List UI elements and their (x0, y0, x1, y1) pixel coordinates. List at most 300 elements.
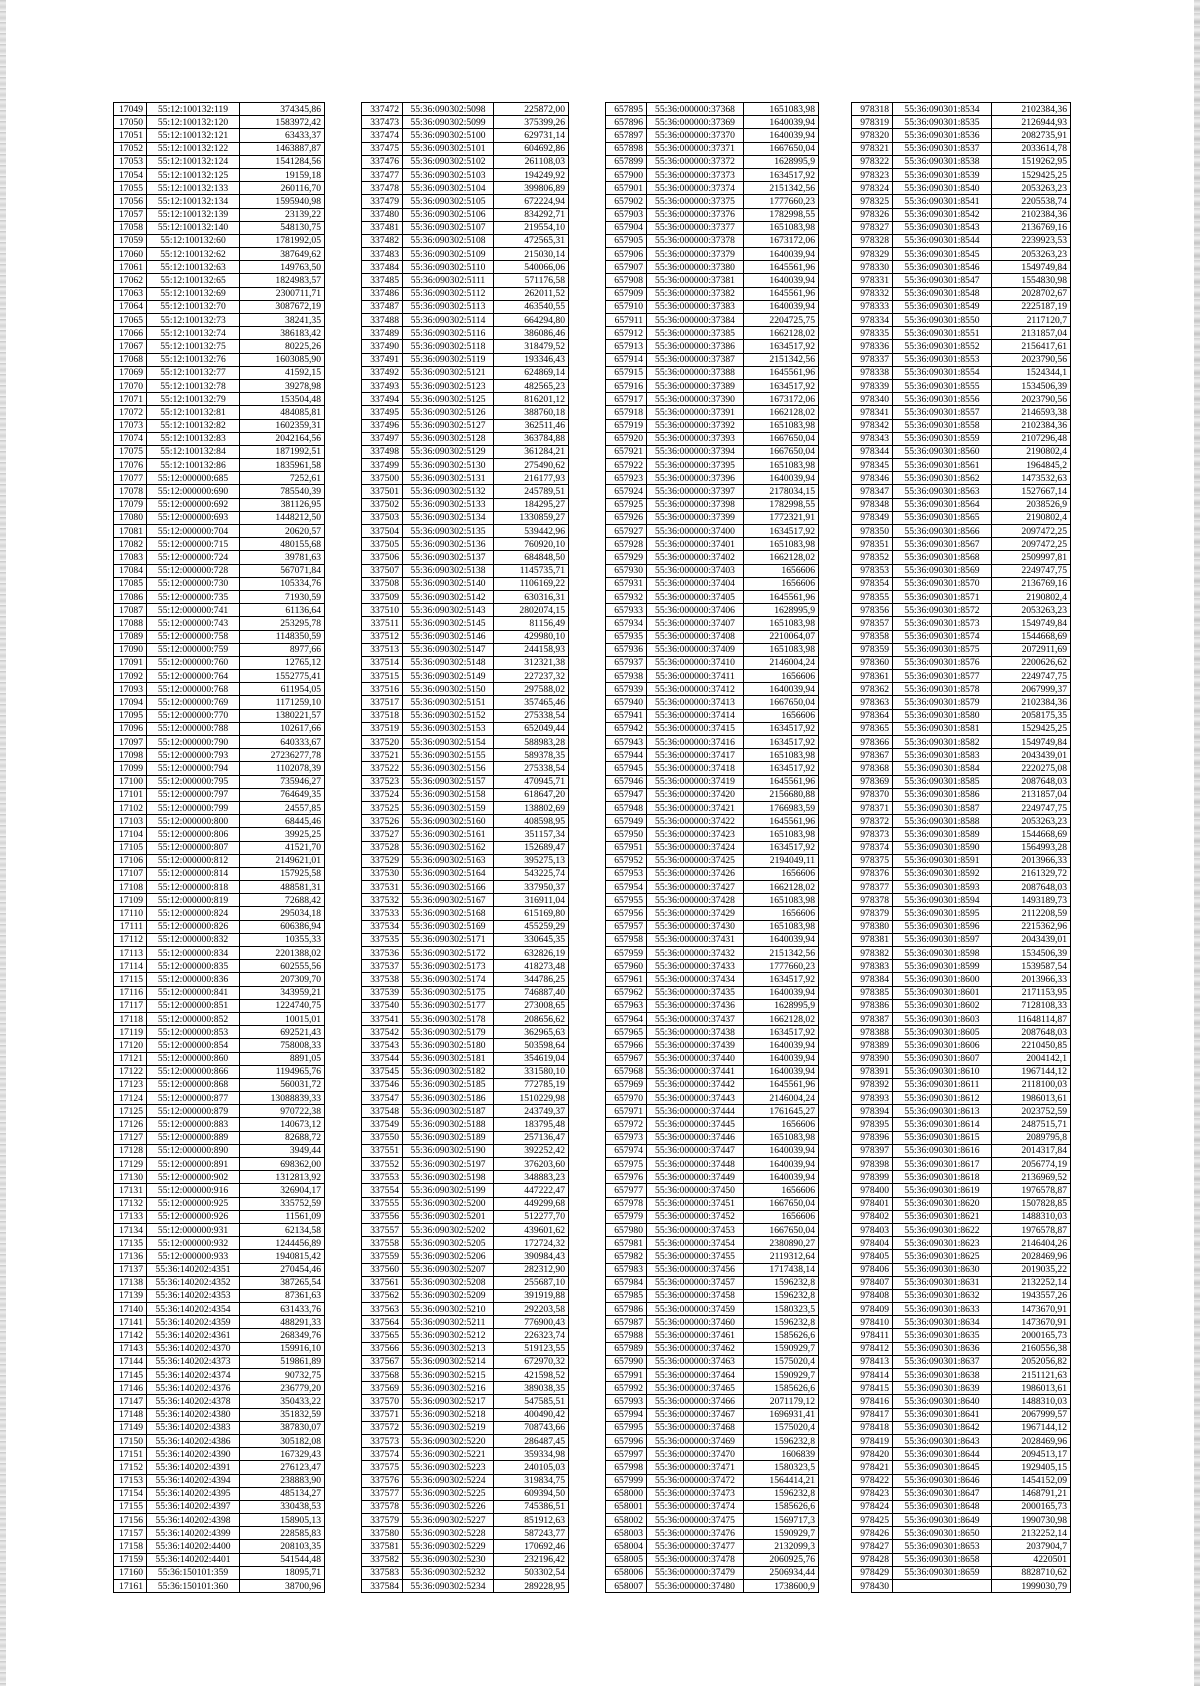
table-row (606, 1395, 819, 1408)
row-number-cell: 657924 (606, 485, 647, 498)
table-row (362, 828, 569, 841)
value-cell: 1634517,92 (744, 379, 819, 392)
table-row (852, 683, 1071, 696)
cadastral-number-cell: 55:36:090301:8597 (893, 933, 992, 946)
row-number-cell: 657914 (606, 353, 647, 366)
table-row (362, 617, 569, 630)
row-number-cell: 17151 (114, 1448, 147, 1461)
value-cell: 1667650,04 (744, 445, 819, 458)
cadastral-number-cell: 55:36:000000:37373 (647, 168, 744, 181)
row-number-cell: 17147 (114, 1395, 147, 1408)
cadastral-number-cell: 55:12:000000:836 (147, 973, 240, 986)
cadastral-number-cell: 55:36:090301:8615 (893, 1131, 992, 1144)
row-number-cell: 657946 (606, 775, 647, 788)
value-cell: 571176,58 (494, 274, 569, 287)
cadastral-number-cell: 55:36:090302:5162 (403, 841, 494, 854)
table-row (852, 538, 1071, 551)
table-row (852, 1540, 1071, 1553)
row-number-cell: 978376 (852, 867, 893, 880)
value-cell: 2087648,03 (992, 1026, 1071, 1039)
cadastral-number-cell: 55:36:090301:8573 (893, 617, 992, 630)
value-cell: 2102384,36 (992, 419, 1071, 432)
cadastral-number-cell: 55:12:100132:133 (147, 182, 240, 195)
row-number-cell: 978400 (852, 1184, 893, 1197)
cadastral-number-cell: 55:36:090301:8611 (893, 1078, 992, 1091)
row-number-cell: 17078 (114, 485, 147, 498)
value-cell: 1544668,69 (992, 828, 1071, 841)
value-cell: 539442,96 (494, 525, 569, 538)
value-cell: 2487515,71 (992, 1118, 1071, 1131)
cadastral-number-cell: 55:36:000000:37372 (647, 155, 744, 168)
table-row (362, 1369, 569, 1382)
table-row (606, 841, 819, 854)
table-row (852, 353, 1071, 366)
value-cell: 760920,10 (494, 538, 569, 551)
row-number-cell: 657899 (606, 155, 647, 168)
table-row (852, 1580, 1071, 1593)
row-number-cell: 337548 (362, 1105, 403, 1118)
table-row (606, 208, 819, 221)
row-number-cell: 978365 (852, 722, 893, 735)
value-cell: 1564993,28 (992, 841, 1071, 854)
table-row (606, 432, 819, 445)
table-row (606, 1118, 819, 1131)
value-cell: 387830,07 (240, 1421, 325, 1434)
cadastral-number-cell: 55:36:000000:37402 (647, 551, 744, 564)
table-row (852, 366, 1071, 379)
table-row (606, 1329, 819, 1342)
row-number-cell: 337512 (362, 630, 403, 643)
table-row (852, 1197, 1071, 1210)
value-cell: 1575020,4 (744, 1355, 819, 1368)
table-row (606, 590, 819, 603)
cadastral-number-cell: 55:36:090301:8585 (893, 775, 992, 788)
table-row (114, 656, 325, 669)
value-cell: 2094513,17 (992, 1448, 1071, 1461)
row-number-cell: 657972 (606, 1118, 647, 1131)
row-number-cell: 337537 (362, 960, 403, 973)
cadastral-number-cell: 55:36:000000:37466 (647, 1395, 744, 1408)
value-cell: 362511,46 (494, 419, 569, 432)
value-cell: 480155,68 (240, 538, 325, 551)
cadastral-number-cell: 55:36:090302:5130 (403, 459, 494, 472)
row-number-cell: 17136 (114, 1250, 147, 1263)
cadastral-number-cell: 55:36:000000:37447 (647, 1144, 744, 1157)
cadastral-number-cell: 55:12:000000:925 (147, 1197, 240, 1210)
row-number-cell: 337521 (362, 749, 403, 762)
cadastral-number-cell: 55:36:090302:5126 (403, 406, 494, 419)
value-cell: 2171153,95 (992, 986, 1071, 999)
value-cell: 149763,50 (240, 261, 325, 274)
table-row (362, 1171, 569, 1184)
cadastral-number-cell: 55:36:090302:5158 (403, 788, 494, 801)
table-row (852, 1250, 1071, 1263)
row-number-cell: 657938 (606, 670, 647, 683)
cadastral-number-cell: 55:36:090302:5134 (403, 511, 494, 524)
value-cell: 275338,54 (494, 762, 569, 775)
cadastral-number-cell: 55:36:090302:5214 (403, 1355, 494, 1368)
row-number-cell: 337492 (362, 366, 403, 379)
table-row (852, 116, 1071, 129)
cadastral-number-cell: 55:12:100132:78 (147, 379, 240, 392)
cadastral-number-cell: 55:12:100132:74 (147, 327, 240, 340)
table-row (114, 1382, 325, 1395)
cadastral-number-cell: 55:36:140202:4361 (147, 1329, 240, 1342)
table-row (362, 999, 569, 1012)
row-number-cell: 978322 (852, 155, 893, 168)
value-cell: 253295,78 (240, 617, 325, 630)
row-number-cell: 337531 (362, 881, 403, 894)
row-number-cell: 17116 (114, 986, 147, 999)
row-number-cell: 657911 (606, 314, 647, 327)
row-number-cell: 337528 (362, 841, 403, 854)
row-number-cell: 337473 (362, 116, 403, 129)
value-cell: 2028469,96 (992, 1250, 1071, 1263)
table-row (114, 129, 325, 142)
table-row (362, 1223, 569, 1236)
row-number-cell: 658002 (606, 1514, 647, 1527)
value-cell: 2000165,73 (992, 1500, 1071, 1513)
value-cell: 2149621,01 (240, 854, 325, 867)
value-cell: 1473670,91 (992, 1316, 1071, 1329)
cadastral-number-cell: 55:36:000000:37412 (647, 683, 744, 696)
table-row (362, 973, 569, 986)
row-number-cell: 337579 (362, 1514, 403, 1527)
cadastral-number-cell: 55:12:000000:931 (147, 1223, 240, 1236)
value-cell: 2102384,36 (992, 696, 1071, 709)
row-number-cell: 337520 (362, 736, 403, 749)
value-cell: 2071179,12 (744, 1395, 819, 1408)
row-number-cell: 337542 (362, 1026, 403, 1039)
row-number-cell: 17101 (114, 788, 147, 801)
value-cell: 1777660,23 (744, 960, 819, 973)
table-row (114, 551, 325, 564)
cadastral-number-cell: 55:12:000000:769 (147, 696, 240, 709)
value-cell: 1312813,92 (240, 1171, 325, 1184)
value-cell: 588983,28 (494, 736, 569, 749)
value-cell: 2210450,85 (992, 1039, 1071, 1052)
row-number-cell: 978371 (852, 801, 893, 814)
row-number-cell: 17088 (114, 617, 147, 630)
row-number-cell: 17114 (114, 960, 147, 973)
value-cell: 1929405,15 (992, 1461, 1071, 1474)
cadastral-number-cell: 55:36:090302:5201 (403, 1210, 494, 1223)
row-number-cell: 657996 (606, 1434, 647, 1447)
value-cell: 245789,51 (494, 485, 569, 498)
cadastral-number-cell: 55:36:090301:8565 (893, 511, 992, 524)
cadastral-number-cell: 55:36:090301:8618 (893, 1171, 992, 1184)
value-cell: 2146004,24 (744, 656, 819, 669)
cadastral-number-cell: 55:12:000000:768 (147, 683, 240, 696)
cadastral-number-cell: 55:36:000000:37478 (647, 1553, 744, 1566)
table-row (606, 894, 819, 907)
table-row (606, 168, 819, 181)
row-number-cell: 17076 (114, 459, 147, 472)
value-cell: 68445,46 (240, 815, 325, 828)
table-row (852, 551, 1071, 564)
cadastral-number-cell: 55:36:090302:5186 (403, 1092, 494, 1105)
row-number-cell: 657921 (606, 445, 647, 458)
cadastral-number-cell: 55:36:090302:5099 (403, 116, 494, 129)
table-row (114, 300, 325, 313)
value-cell: 2151342,56 (744, 353, 819, 366)
cadastral-number-cell: 55:12:000000:902 (147, 1171, 240, 1184)
table-row (114, 208, 325, 221)
table-row (852, 155, 1071, 168)
value-cell: 2132099,3 (744, 1540, 819, 1553)
row-number-cell: 978379 (852, 907, 893, 920)
cadastral-number-cell: 55:36:000000:37462 (647, 1342, 744, 1355)
table-row (362, 1012, 569, 1025)
table-row (114, 801, 325, 814)
row-number-cell: 978318 (852, 103, 893, 116)
cadastral-number-cell: 55:12:000000:760 (147, 656, 240, 669)
table-row (362, 472, 569, 485)
value-cell: 1656606 (744, 1118, 819, 1131)
value-cell: 330438,53 (240, 1500, 325, 1513)
cadastral-number-cell: 55:36:090301:8641 (893, 1408, 992, 1421)
row-number-cell: 17059 (114, 234, 147, 247)
table-row (114, 314, 325, 327)
row-number-cell: 657980 (606, 1223, 647, 1236)
cadastral-number-cell: 55:36:090301:8649 (893, 1514, 992, 1527)
value-cell: 2210064,07 (744, 630, 819, 643)
cadastral-number-cell: 55:36:090301:8549 (893, 300, 992, 313)
table-row (362, 881, 569, 894)
table-row (114, 709, 325, 722)
cadastral-number-cell: 55:36:090302:5128 (403, 432, 494, 445)
row-number-cell: 657904 (606, 221, 647, 234)
cadastral-number-cell: 55:36:090301:8591 (893, 854, 992, 867)
value-cell: 1766983,59 (744, 801, 819, 814)
table-row (114, 393, 325, 406)
value-cell: 359334,98 (494, 1448, 569, 1461)
table-row (606, 300, 819, 313)
cadastral-number-cell: 55:36:000000:37433 (647, 960, 744, 973)
value-cell: 7252,61 (240, 472, 325, 485)
value-cell: 1640039,94 (744, 274, 819, 287)
cadastral-number-cell: 55:12:000000:685 (147, 472, 240, 485)
row-number-cell: 337584 (362, 1580, 403, 1593)
cadastral-number-cell: 55:36:140202:4354 (147, 1303, 240, 1316)
row-number-cell: 337525 (362, 801, 403, 814)
value-cell: 1634517,92 (744, 168, 819, 181)
row-number-cell: 657966 (606, 1039, 647, 1052)
table-row (114, 432, 325, 445)
value-cell: 81156,49 (494, 617, 569, 630)
table-row (606, 1382, 819, 1395)
cadastral-number-cell: 55:36:090301:8653 (893, 1540, 992, 1553)
cadastral-number-cell: 55:36:000000:37384 (647, 314, 744, 327)
table-row (114, 736, 325, 749)
cadastral-number-cell: 55:12:000000:788 (147, 722, 240, 735)
value-cell: 255687,10 (494, 1276, 569, 1289)
table-row (114, 1329, 325, 1342)
row-number-cell: 17092 (114, 670, 147, 683)
table-row (114, 1131, 325, 1144)
cadastral-number-cell: 55:12:000000:916 (147, 1184, 240, 1197)
value-cell: 343959,21 (240, 986, 325, 999)
value-cell: 1330859,27 (494, 511, 569, 524)
row-number-cell: 657953 (606, 867, 647, 880)
value-cell: 2058175,35 (992, 709, 1071, 722)
row-number-cell: 17063 (114, 287, 147, 300)
value-cell: 816201,12 (494, 393, 569, 406)
table-row (852, 894, 1071, 907)
row-number-cell: 337577 (362, 1487, 403, 1500)
value-cell: 1549749,84 (992, 261, 1071, 274)
table-row (362, 1184, 569, 1197)
table-row (852, 1184, 1071, 1197)
value-cell: 541544,48 (240, 1553, 325, 1566)
row-number-cell: 337541 (362, 1012, 403, 1025)
cadastral-number-cell: 55:36:000000:37417 (647, 749, 744, 762)
value-cell: 1640039,94 (744, 933, 819, 946)
cadastral-number-cell: 55:36:090301:8561 (893, 459, 992, 472)
value-cell: 1717438,14 (744, 1263, 819, 1276)
cadastral-number-cell: 55:36:090301:8558 (893, 419, 992, 432)
cadastral-number-cell: 55:12:000000:806 (147, 828, 240, 841)
cadastral-number-cell: 55:12:100132:69 (147, 287, 240, 300)
cadastral-number-cell: 55:36:090301:8581 (893, 722, 992, 735)
cadastral-number-cell: 55:36:090302:5199 (403, 1184, 494, 1197)
row-number-cell: 657933 (606, 604, 647, 617)
value-cell: 1524344,1 (992, 366, 1071, 379)
cadastral-number-cell: 55:36:140202:4374 (147, 1369, 240, 1382)
table-row (606, 1026, 819, 1039)
cadastral-number-cell: 55:36:000000:37479 (647, 1566, 744, 1579)
value-cell: 2000165,73 (992, 1329, 1071, 1342)
cadastral-number-cell: 55:36:090301:8638 (893, 1369, 992, 1382)
cadastral-number-cell: 55:36:140202:4390 (147, 1448, 240, 1461)
row-number-cell: 978346 (852, 472, 893, 485)
table-row (362, 379, 569, 392)
table-row (362, 287, 569, 300)
value-cell: 2131857,04 (992, 327, 1071, 340)
cadastral-number-cell: 55:36:000000:37448 (647, 1158, 744, 1171)
cadastral-number-cell: 55:36:090301:8607 (893, 1052, 992, 1065)
cadastral-number-cell: 55:36:090301:8544 (893, 234, 992, 247)
cadastral-number-cell: 55:36:140202:4351 (147, 1263, 240, 1276)
cadastral-number-cell: 55:36:090301:8547 (893, 274, 992, 287)
row-number-cell: 657902 (606, 195, 647, 208)
row-number-cell: 657967 (606, 1052, 647, 1065)
cadastral-number-cell: 55:36:000000:37440 (647, 1052, 744, 1065)
value-cell: 1964845,2 (992, 459, 1071, 472)
row-number-cell: 337555 (362, 1197, 403, 1210)
table-row (362, 1118, 569, 1131)
cadastral-number-cell: 55:12:000000:790 (147, 736, 240, 749)
table-row (852, 1105, 1071, 1118)
table-row (606, 393, 819, 406)
cadastral-number-cell: 55:36:000000:37430 (647, 920, 744, 933)
cadastral-number-cell: 55:36:090302:5232 (403, 1566, 494, 1579)
cadastral-number-cell: 55:36:000000:37390 (647, 393, 744, 406)
value-cell: 503598,64 (494, 1039, 569, 1052)
cadastral-number-cell: 55:36:090302:5159 (403, 801, 494, 814)
table-row (362, 1566, 569, 1579)
value-cell: 362965,63 (494, 1026, 569, 1039)
row-number-cell: 978397 (852, 1144, 893, 1157)
row-number-cell: 657940 (606, 696, 647, 709)
cadastral-number-cell: 55:36:000000:37386 (647, 340, 744, 353)
value-cell: 447222,47 (494, 1184, 569, 1197)
row-number-cell: 337503 (362, 511, 403, 524)
table-row (606, 736, 819, 749)
table-row (606, 854, 819, 867)
table-row (362, 1382, 569, 1395)
value-cell: 295034,18 (240, 907, 325, 920)
cadastral-number-cell: 55:36:090302:5108 (403, 234, 494, 247)
row-number-cell: 17135 (114, 1237, 147, 1250)
row-number-cell: 337554 (362, 1184, 403, 1197)
cadastral-number-cell: 55:12:000000:800 (147, 815, 240, 828)
value-cell: 41521,70 (240, 841, 325, 854)
value-cell: 455259,29 (494, 920, 569, 933)
table-row (606, 933, 819, 946)
row-number-cell: 337484 (362, 261, 403, 274)
row-number-cell: 337567 (362, 1355, 403, 1368)
cadastral-number-cell: 55:36:090302:5105 (403, 195, 494, 208)
table-row (114, 867, 325, 880)
table-row (606, 1434, 819, 1447)
table-row (606, 749, 819, 762)
table-row (852, 1421, 1071, 1434)
row-number-cell: 17105 (114, 841, 147, 854)
cadastral-number-cell: 55:12:100132:81 (147, 406, 240, 419)
value-cell: 297588,02 (494, 683, 569, 696)
cadastral-number-cell: 55:36:090302:5112 (403, 287, 494, 300)
value-cell: 2112208,59 (992, 907, 1071, 920)
row-number-cell: 978350 (852, 525, 893, 538)
value-cell: 4220501 (992, 1553, 1071, 1566)
row-number-cell: 17125 (114, 1105, 147, 1118)
row-number-cell: 337565 (362, 1329, 403, 1342)
value-cell: 153504,48 (240, 393, 325, 406)
value-cell: 184295,27 (494, 498, 569, 511)
table-row (606, 221, 819, 234)
row-number-cell: 978418 (852, 1421, 893, 1434)
row-number-cell: 17093 (114, 683, 147, 696)
cadastral-number-cell: 55:36:000000:37459 (647, 1303, 744, 1316)
value-cell: 243749,37 (494, 1105, 569, 1118)
value-cell: 2052056,82 (992, 1355, 1071, 1368)
row-number-cell: 17111 (114, 920, 147, 933)
value-cell: 1667650,04 (744, 1197, 819, 1210)
value-cell: 63433,37 (240, 129, 325, 142)
value-cell: 183795,48 (494, 1118, 569, 1131)
table-row (114, 1158, 325, 1171)
cadastral-number-cell: 55:12:000000:866 (147, 1065, 240, 1078)
table-row (114, 1012, 325, 1025)
value-cell: 318479,52 (494, 340, 569, 353)
value-cell: 1541284,56 (240, 155, 325, 168)
value-cell: 1976578,87 (992, 1223, 1071, 1236)
row-number-cell: 337490 (362, 340, 403, 353)
row-number-cell: 978320 (852, 129, 893, 142)
cadastral-number-cell: 55:36:000000:37396 (647, 472, 744, 485)
cadastral-number-cell: 55:36:090302:5202 (403, 1223, 494, 1236)
table-row (114, 762, 325, 775)
value-cell: 351832,59 (240, 1408, 325, 1421)
table-row (362, 1395, 569, 1408)
row-number-cell: 17120 (114, 1039, 147, 1052)
row-number-cell: 657952 (606, 854, 647, 867)
table-row (114, 485, 325, 498)
value-cell: 2190802,4 (992, 445, 1071, 458)
row-number-cell: 978377 (852, 881, 893, 894)
row-number-cell: 337583 (362, 1566, 403, 1579)
